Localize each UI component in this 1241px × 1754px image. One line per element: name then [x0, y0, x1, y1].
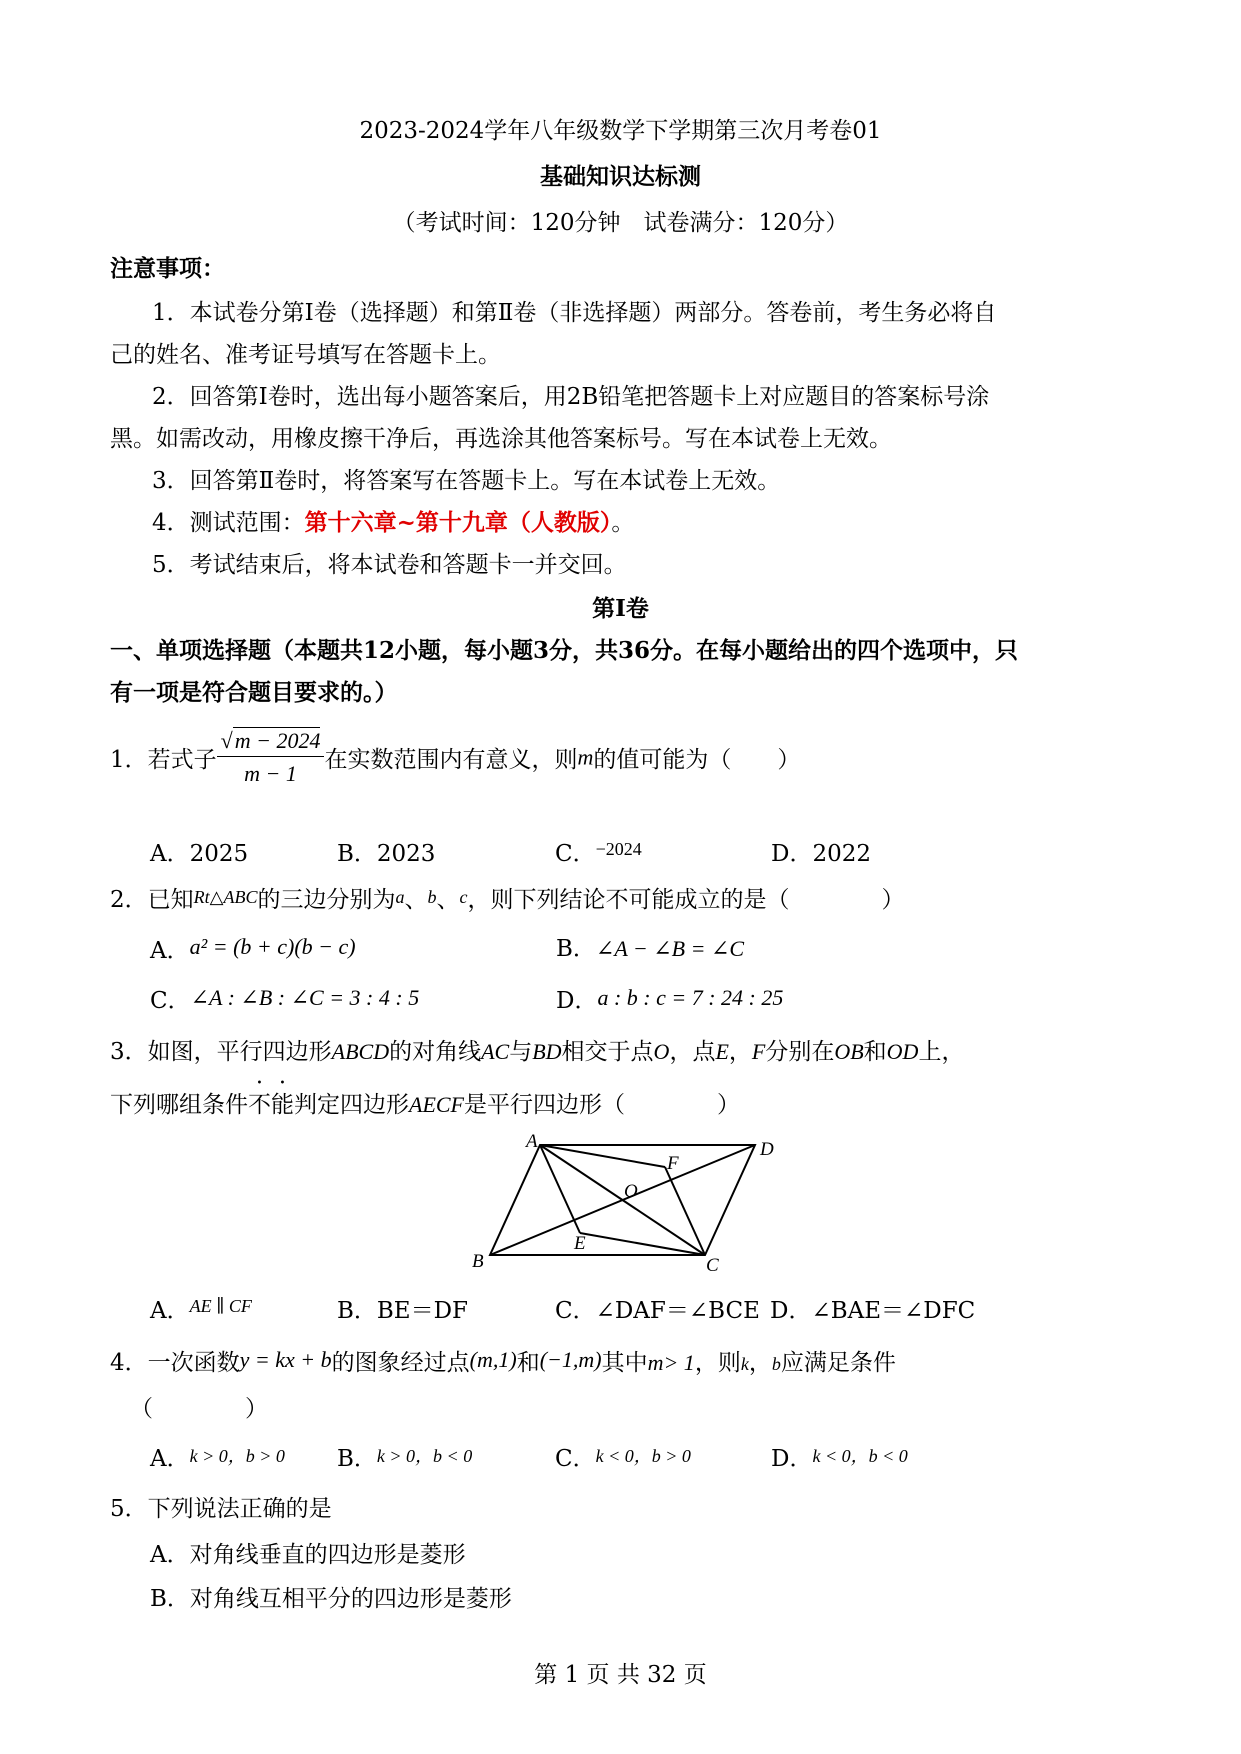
- q1-suffix-b: 的值可能为（ ）: [593, 747, 801, 773]
- q1-denominator: m − 1: [244, 761, 297, 786]
- q2-option-a-math: a² = (b + c)(b − c): [189, 934, 356, 959]
- q3-option-a-math: AE ∥ CF: [189, 1296, 252, 1316]
- exam-subtitle: 基础知识达标测: [540, 163, 701, 190]
- q2-side-c: c: [459, 887, 468, 907]
- notice-item-3: 3．回答第Ⅱ卷时，将答案写在答题卡上。写在本试卷上无效。: [152, 468, 781, 494]
- q2-option-c-math: ∠A : ∠B : ∠C = 3 : 4 : 5: [190, 985, 420, 1010]
- emphasis-dot-bu: 不: [248, 1092, 271, 1118]
- question-2: 2．已知Rt△ABC的三边分别为a、b、c，则下列结论不可能成立的是（ ）: [110, 887, 905, 913]
- exam-info: （考试时间：120分钟 试卷满分：120分）: [392, 210, 849, 236]
- segment-af: [540, 1145, 665, 1167]
- q4-option-a: A．k > 0，b > 0: [150, 1446, 285, 1472]
- part1-heading-line2: 有一项是符合题目要求的。）: [110, 679, 398, 706]
- notice-item-1-line1: 1．本试卷分第Ⅰ卷（选择题）和第Ⅱ卷（非选择题）两部分。答卷前，考生务必将自: [152, 300, 997, 326]
- q1-fraction: $\frac{√m - 2024}{m - 1}$: [217, 728, 325, 787]
- question-3-line1: 3．如图，平行四边形ABCD的对角线AC与BD相交于点O，点E，F分别在OB和OD上，: [110, 1039, 965, 1065]
- emphasis-dot-neng: 能: [271, 1092, 294, 1118]
- label-o: O: [624, 1181, 638, 1202]
- q1-numerator: m − 2024: [234, 728, 321, 753]
- q4-option-b: B．k > 0，b < 0: [337, 1446, 473, 1472]
- q1-prefix: 1．若式子: [110, 747, 217, 773]
- question-5: 5．下列说法正确的是: [110, 1496, 332, 1522]
- q1-option-c: C．$^{-2024}$: [555, 839, 642, 867]
- segment-ec: [580, 1233, 705, 1255]
- q1-option-c-value: −2024: [595, 839, 642, 859]
- diagonal-bd: [490, 1145, 755, 1255]
- q1-option-b: B．2023: [337, 841, 436, 867]
- q1-option-a: A．2025: [150, 841, 249, 867]
- q2-triangle: Rt△ABC: [193, 887, 258, 907]
- notice-item-2-line2: 黑。如需改动，用橡皮擦干净后，再选涂其他答案标号。写在本试卷上无效。: [110, 426, 892, 452]
- q2-side-a: a: [395, 887, 405, 907]
- notice-item-4-prefix: 4．测试范围：: [152, 510, 305, 536]
- q5-option-a: A．对角线垂直的四边形是菱形: [150, 1542, 466, 1568]
- q1-suffix-a: 在实数范围内有意义，则: [324, 747, 578, 773]
- q1-option-d: D．2022: [771, 841, 871, 867]
- q2-option-a: A．a² = (b + c)(b − c): [150, 934, 356, 964]
- parallelogram-figure: [460, 1125, 790, 1275]
- q2-option-d-math: a : b : c = 7 : 24 : 25: [597, 985, 784, 1010]
- label-d: D: [760, 1139, 774, 1160]
- part1-heading-line1: 一、单项选择题（本题共12小题，每小题3分，共36分。在每小题给出的四个选项中，只: [110, 637, 1019, 664]
- notice-item-2-line1: 2．回答第Ⅰ卷时，选出每小题答案后，用2B铅笔把答题卡上对应题目的答案标号涂: [152, 384, 990, 410]
- q4-point-2: (−1,m): [539, 1347, 602, 1372]
- notice-item-4-suffix: 。: [611, 510, 635, 536]
- volume-heading: 第Ⅰ卷: [592, 595, 649, 622]
- q3-option-b: B．BE＝DF: [337, 1298, 468, 1324]
- q4-equation: y = kx + b: [239, 1347, 332, 1372]
- q2-option-b-math: ∠A − ∠B = ∠C: [595, 936, 745, 961]
- q5-option-b: B．对角线互相平分的四边形是菱形: [150, 1586, 512, 1612]
- q2-option-b: B．∠A − ∠B = ∠C: [556, 936, 745, 962]
- question-1: [110, 728, 800, 787]
- page-footer: 第 1 页 共 32 页: [534, 1662, 707, 1688]
- q3-option-d: D．∠BAE＝∠DFC: [770, 1298, 976, 1324]
- q2-option-d: D．a : b : c = 7 : 24 : 25: [556, 985, 784, 1014]
- q3-option-a: A．$^{AE \parallel CF}$: [150, 1296, 252, 1324]
- q4-option-d: D．k < 0，b < 0: [771, 1446, 908, 1472]
- q4-point-1: (m,1): [469, 1347, 517, 1372]
- test-range-highlight: 第十六章~第十九章（人教版）: [304, 509, 612, 536]
- notice-heading: 注意事项：: [110, 255, 225, 282]
- label-b: B: [472, 1251, 484, 1272]
- label-c: C: [706, 1255, 719, 1275]
- label-a: A: [526, 1131, 538, 1152]
- q4-condition: m> 1: [647, 1350, 695, 1375]
- q2-option-c: C．∠A : ∠B : ∠C = 3 : 4 : 5: [150, 985, 420, 1014]
- q3-option-c: C．∠DAF＝∠BCE: [555, 1298, 760, 1324]
- q2-side-b: b: [427, 887, 437, 907]
- question-3-line2: 下列哪组条件不能判定四边形AECF是平行四边形（ ）: [110, 1092, 740, 1118]
- exam-title: 2023-2024学年八年级数学下学期第三次月考卷01: [359, 118, 882, 144]
- question-4: 4．一次函数y = kx + b的图象经过点(m,1)和(−1,m)其中m> 1，则k，b应满足条件: [110, 1347, 896, 1376]
- q4-answer-paren: （ ）: [130, 1396, 268, 1422]
- q4-option-c: C．k < 0，b > 0: [555, 1446, 691, 1472]
- notice-item-5: 5．考试结束后，将本试卷和答题卡一并交回。: [152, 552, 627, 578]
- label-f: F: [667, 1153, 679, 1174]
- notice-item-1-line2: 己的姓名、准考证号填写在答题卡上。: [110, 342, 501, 368]
- q1-var: m: [577, 744, 594, 770]
- notice-item-4: [152, 504, 634, 537]
- label-e: E: [574, 1233, 586, 1254]
